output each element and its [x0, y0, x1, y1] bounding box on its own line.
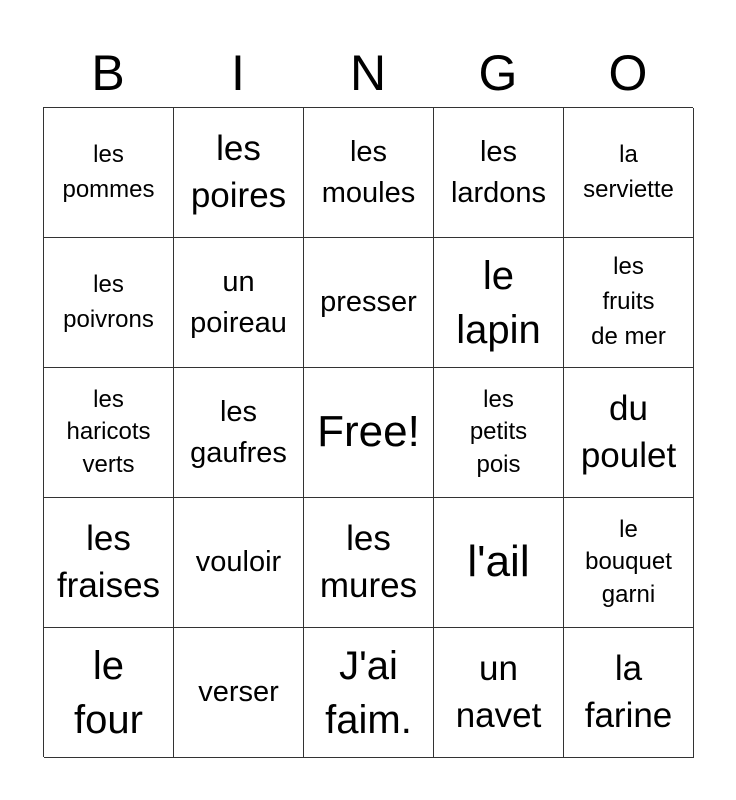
bingo-cell[interactable] [564, 498, 694, 628]
cell-text: les poivrons [63, 270, 154, 333]
cell-text: les poires [190, 128, 287, 215]
bingo-cell[interactable] [564, 238, 694, 368]
bingo-cell[interactable] [564, 628, 694, 758]
bingo-cell[interactable] [174, 498, 304, 628]
bingo-cell[interactable] [434, 498, 564, 628]
header-letter-g: G [478, 45, 518, 101]
cell-text: un poireau [190, 266, 287, 339]
bingo-cell[interactable] [434, 368, 564, 498]
cell-text: du poulet [580, 388, 677, 475]
cell-text: vouloir [195, 546, 282, 579]
cell-text: le lapin [456, 253, 541, 352]
cell-text: les fraises [56, 518, 161, 605]
cell-text: le bouquet garni [585, 515, 672, 608]
cell-text: l'ail [467, 537, 530, 587]
bingo-cell[interactable] [174, 108, 304, 238]
cell-text: les mures [319, 518, 418, 605]
bingo-cell[interactable] [304, 108, 434, 238]
cell-text: presser [320, 286, 417, 319]
bingo-cell[interactable] [174, 238, 304, 368]
cell-text: les lardons [450, 136, 547, 209]
bingo-cell[interactable] [304, 628, 434, 758]
cell-text: les haricots verts [66, 385, 151, 478]
bingo-cell[interactable] [44, 498, 174, 628]
bingo-cell[interactable] [434, 238, 564, 368]
cell-text: les petits pois [469, 385, 528, 478]
cell-text: un navet [455, 648, 542, 735]
bingo-cell[interactable] [174, 368, 304, 498]
cell-text: verser [198, 676, 279, 709]
bingo-cell[interactable] [174, 628, 304, 758]
bingo-cell[interactable] [44, 368, 174, 498]
cell-text: la serviette [583, 140, 674, 203]
bingo-cell[interactable] [44, 108, 174, 238]
bingo-header [43, 40, 693, 106]
header-letter-i: I [231, 45, 245, 101]
header-letter-b: B [91, 45, 125, 101]
cell-text: le four [74, 643, 143, 742]
bingo-cell[interactable] [304, 498, 434, 628]
cell-text: les pommes [62, 140, 155, 203]
bingo-cell[interactable] [304, 238, 434, 368]
cell-text: les fruits de mer [591, 253, 666, 350]
bingo-card-grid [43, 107, 693, 757]
cell-text: Free! [317, 407, 420, 457]
bingo-cell[interactable] [434, 628, 564, 758]
header-letter-n: N [349, 45, 387, 101]
cell-text: les gaufres [190, 396, 287, 469]
header-letter-o: O [608, 45, 648, 101]
bingo-cell[interactable] [434, 108, 564, 238]
bingo-cell[interactable] [44, 238, 174, 368]
bingo-cell[interactable] [564, 108, 694, 238]
cell-text: J'ai faim. [325, 643, 412, 742]
bingo-cell[interactable] [564, 368, 694, 498]
cell-text: la farine [584, 648, 673, 735]
cell-text: les moules [321, 136, 416, 209]
free-space-cell[interactable] [304, 368, 434, 498]
bingo-cell[interactable] [44, 628, 174, 758]
